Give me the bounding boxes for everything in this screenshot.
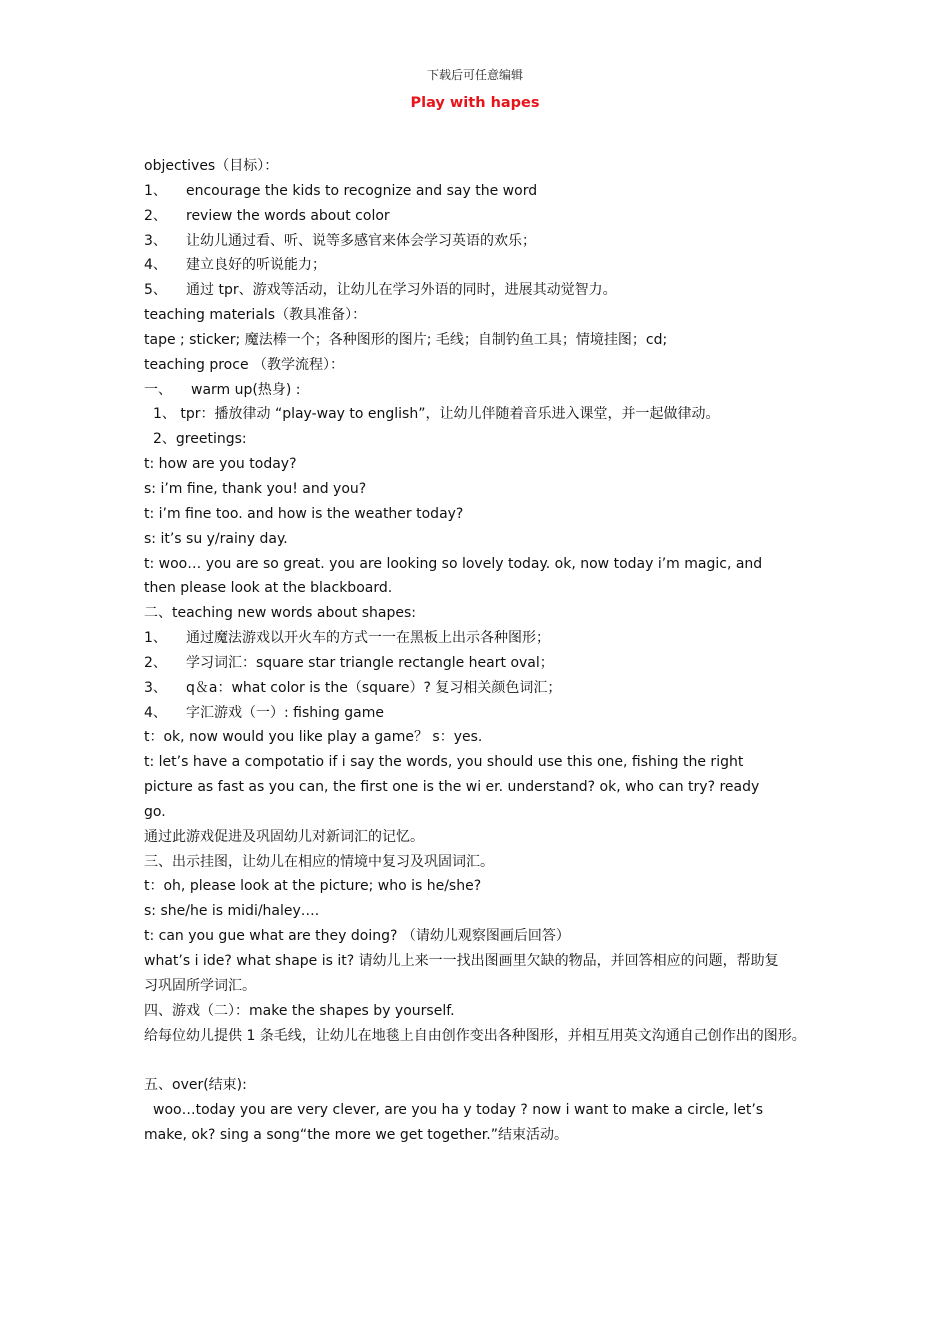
dialogue-line: then please look at the blackboard. bbox=[144, 580, 393, 597]
item-text: 学习词汇：square star triangle rectangle heart oval； bbox=[186, 654, 554, 671]
section5-heading: 五、over(结束): bbox=[144, 1077, 247, 1094]
document-body bbox=[144, 154, 834, 1148]
document-title: Play with hapes bbox=[410, 95, 540, 111]
dialogue-line: picture as fast as you can, the first one is the wi er. understand? ok, who can try? ready bbox=[144, 779, 760, 796]
new-words-item bbox=[144, 651, 834, 676]
materials-heading: teaching materials（教具准备）： bbox=[144, 307, 367, 324]
item-text: 让幼儿通过看、听、说等多感官来体会学习英语的欢乐； bbox=[186, 232, 536, 249]
item-text: encourage the kids to recognize and say the word bbox=[186, 182, 538, 199]
objective-item bbox=[144, 278, 834, 303]
dialogue-line: s: it’s su y/rainy day. bbox=[144, 530, 288, 547]
item-text: review the words about color bbox=[186, 207, 390, 224]
dialogue-line: s: i’m fine, thank you! and you? bbox=[144, 480, 367, 497]
warmup-item: 1、 tpr：播放律动 “play-way to english”，让幼儿伴随着音乐进入课堂，并一起做律动。 bbox=[153, 406, 720, 423]
section-number: 一、 bbox=[144, 381, 172, 398]
closing-line: woo…today you are very clever, are you ha y today ? now i want to make a circle, let’s bbox=[153, 1102, 764, 1119]
dialogue-line: t：oh, please look at the picture; who is he/she? bbox=[144, 878, 482, 895]
warmup-item: 2、greetings: bbox=[153, 431, 247, 448]
dialogue-line: 习巩固所学词汇。 bbox=[144, 977, 256, 994]
closing-line: make, ok? sing a song“the more we get together.”结束活动。 bbox=[144, 1126, 568, 1143]
procedure-heading: teaching proce （教学流程）： bbox=[144, 356, 345, 373]
spacer bbox=[144, 1048, 834, 1073]
objective-item bbox=[144, 204, 834, 229]
warmup-heading bbox=[144, 378, 834, 403]
section4-heading: 四、游戏（二）：make the shapes by yourself. bbox=[144, 1002, 455, 1019]
item-number: 1、 bbox=[144, 630, 167, 647]
dialogue-line: t: woo… you are so great. you are looking so lovely today. ok, now today i’m magic, and bbox=[144, 555, 763, 572]
section-title: warm up(热身) : bbox=[191, 381, 301, 398]
item-number: 1、 bbox=[144, 182, 167, 199]
item-text: 通过魔法游戏以开火车的方式一一在黑板上出示各种图形； bbox=[186, 630, 550, 647]
item-number: 4、 bbox=[144, 257, 167, 274]
item-text: 建立良好的听说能力； bbox=[186, 257, 326, 274]
dialogue-line: t：ok, now would you like play a game？ s：yes. bbox=[144, 729, 483, 746]
section4-text: 给每位幼儿提供 1 条毛线，让幼儿在地毯上自由创作变出各种图形，并相互用英文沟通自己创作出的图形。 bbox=[144, 1027, 806, 1044]
item-number: 2、 bbox=[144, 207, 167, 224]
header-note: 下载后可任意编辑 bbox=[426, 68, 523, 82]
objective-item bbox=[144, 253, 834, 278]
dialogue-line: s: she/he is midi/haley…. bbox=[144, 903, 320, 920]
item-number: 3、 bbox=[144, 679, 167, 696]
section3-heading: 三、出示挂图，让幼儿在相应的情境中复习及巩固词汇。 bbox=[144, 853, 494, 870]
dialogue-line: t: can you gue what are they doing? （请幼儿观察图画后回答） bbox=[144, 928, 570, 945]
dialogue-line: t: let’s have a compotatio if i say the words, you should use this one, fishing the right bbox=[144, 754, 744, 771]
new-words-heading: 二、teaching new words about shapes: bbox=[144, 605, 416, 622]
item-number: 4、 bbox=[144, 704, 167, 721]
dialogue-line: t: how are you today? bbox=[144, 456, 297, 473]
item-number: 5、 bbox=[144, 282, 167, 299]
new-words-item bbox=[144, 626, 834, 651]
item-text: q＆a：what color is the（square）? 复习相关颜色词汇； bbox=[186, 679, 562, 696]
materials-text: tape ; sticker; 魔法棒一个；各种图形的图片; 毛线；自制钓鱼工具；情境挂图；cd; bbox=[144, 331, 668, 348]
item-text: 通过 tpr、游戏等活动，让幼儿在学习外语的同时，进展其动觉智力。 bbox=[186, 282, 617, 299]
item-text: 字汇游戏（一）: fishing game bbox=[186, 704, 384, 721]
new-words-item bbox=[144, 701, 834, 726]
new-words-item bbox=[144, 676, 834, 701]
dialogue-line: t: i’m fine too. and how is the weather today? bbox=[144, 505, 464, 522]
item-number: 3、 bbox=[144, 232, 167, 249]
objective-item bbox=[144, 229, 834, 254]
dialogue-line: 通过此游戏促进及巩固幼儿对新词汇的记忆。 bbox=[144, 828, 424, 845]
objective-item bbox=[144, 179, 834, 204]
item-number: 2、 bbox=[144, 654, 167, 671]
objectives-heading: objectives（目标）： bbox=[144, 158, 279, 174]
dialogue-line: what’s i ide? what shape is it? 请幼儿上来一一找出图画里欠缺的物品，并回答相应的问题，帮助复 bbox=[144, 953, 779, 969]
dialogue-line: go. bbox=[144, 803, 166, 820]
